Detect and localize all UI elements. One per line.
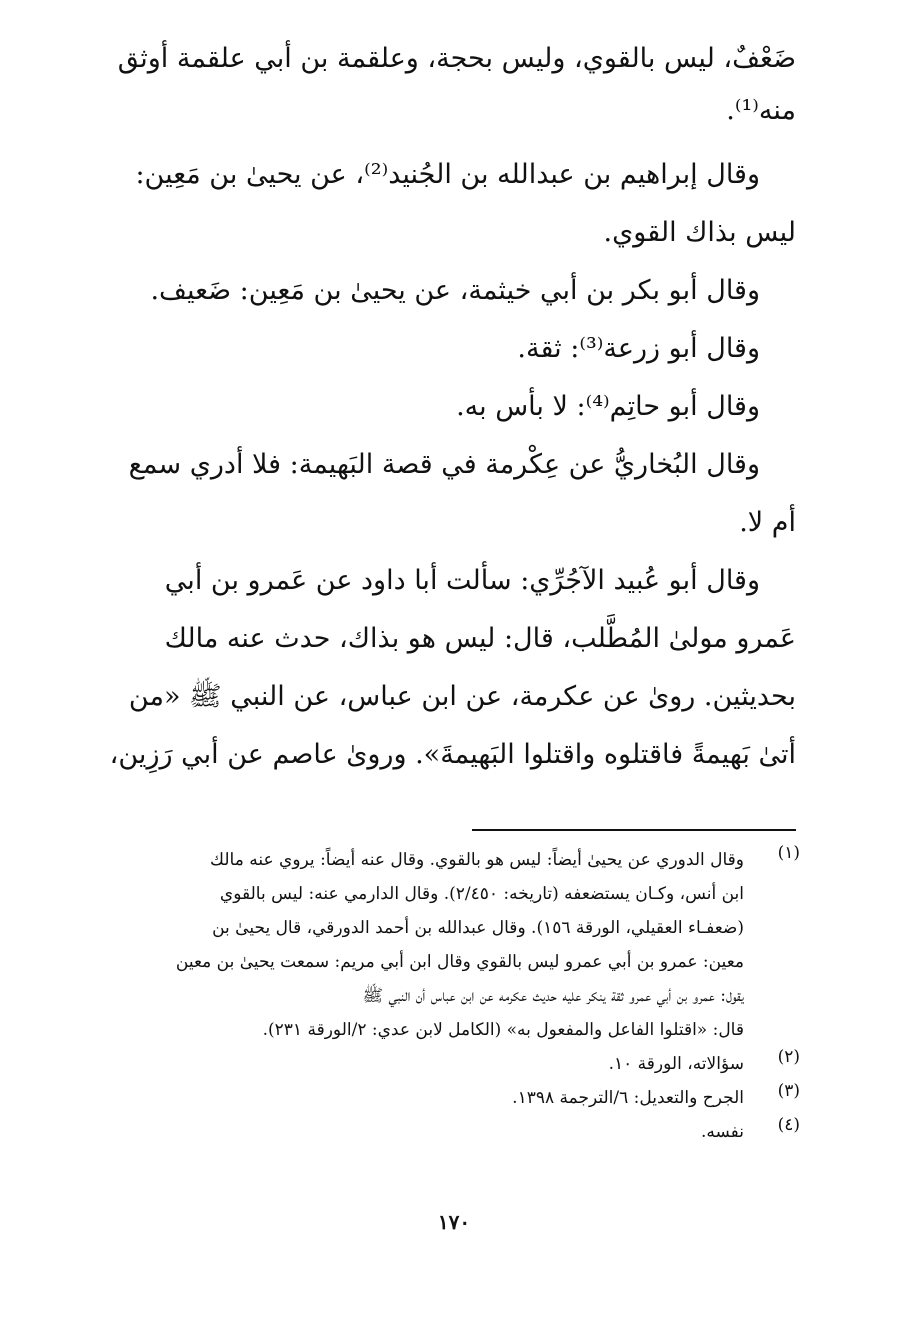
text-line: ليس بذاك القوي. — [603, 217, 796, 248]
paragraph-1 — [84, 30, 796, 134]
footnote — [84, 1081, 800, 1115]
footnote-line: نفسه. — [700, 1122, 744, 1142]
footnote-text — [84, 1047, 744, 1081]
footnote-text — [84, 843, 744, 1047]
paragraph-3 — [84, 262, 796, 320]
text-line: وقال أبو عُبيد الآجُرِّي: سألت أبا داود عن عَمرو بن أبي — [164, 565, 760, 596]
footnote-line: (ضعفـاء العقيلي، الورقة ١٥٦). وقال عبدالله بن أحمد الدورقي، قال يحيىٰ بن — [212, 918, 744, 938]
text-line: عَمرو مولىٰ المُطَّلب، قال: ليس هو بذاك، حدث عنه مالك — [164, 623, 796, 654]
footnote-divider — [472, 829, 796, 831]
footnote-number: (٣) — [777, 1081, 800, 1101]
paragraph-5 — [84, 378, 796, 436]
text-line: وقال إبراهيم بن عبدالله بن الجُنيد⁽²⁾، عن يحيىٰ بن مَعِين: — [135, 159, 760, 190]
text-line: بحديثين. روىٰ عن عكرمة، عن ابن عباس، عن النبي ﷺ «من — [128, 681, 796, 712]
paragraph-2 — [84, 146, 796, 262]
text-line: أتىٰ بَهيمةً فاقتلوه واقتلوا البَهيمةَ». وروىٰ عاصم عن أبي رَزِين، — [109, 739, 796, 770]
text-line: وقال البُخاريُّ عن عِكْرمة في قصة البَهيمة: فلا أدري سمع — [128, 449, 760, 480]
footnote-text — [84, 1081, 744, 1115]
text-line: أم لا. — [739, 507, 796, 538]
footnote-line: قال: «اقتلوا الفاعل والمفعول به» (الكامل لابن عدي: ٢/الورقة ٢٣١). — [262, 1020, 744, 1040]
text-line: وقال أبو زرعة⁽³⁾: ثقة. — [517, 333, 760, 364]
paragraph-4 — [84, 320, 796, 378]
footnote-line: وقال الدوري عن يحيىٰ أيضاً: ليس هو بالقوي. وقال عنه أيضاً: يروي عنه مالك — [210, 850, 744, 870]
footnote-line: معين: عمرو بن أبي عمرو ليس بالقوي وقال ابن أبي مريم: سمعت يحيىٰ بن معين — [175, 952, 744, 972]
text-line: وقال أبو حاتِم⁽⁴⁾: لا بأس به. — [456, 391, 760, 422]
footnote-line: سؤالاته، الورقة ١٠. — [608, 1054, 744, 1074]
footnotes — [84, 843, 800, 1149]
text-line: ضَعْفٌ، ليس بالقوي، وليس بحجة، وعلقمة بن أبي علقمة أوثق — [117, 43, 796, 74]
footnote — [84, 1047, 800, 1081]
main-text — [84, 30, 796, 784]
text-line: وقال أبو بكر بن أبي خيثمة، عن يحيىٰ بن مَعِين: ضَعيف. — [150, 275, 760, 306]
footnote-number: (١) — [777, 843, 800, 863]
footnote-line: ابن أنس، وكـان يستضعفه (تاريخه: ٢/٤٥٠). وقال الدارمي عنه: ليس بالقوي — [219, 884, 744, 904]
footnote-text — [84, 1115, 744, 1149]
footnote — [84, 1115, 800, 1149]
paragraph-6 — [84, 436, 796, 552]
footnote-line: الجرح والتعديل: ٦/الترجمة ١٣٩٨. — [512, 1088, 744, 1108]
text-line: منه⁽¹⁾. — [726, 95, 796, 126]
page-number: ١٧٠ — [437, 1210, 471, 1234]
footnote — [84, 843, 800, 1047]
footnote-line: يقول: عمرو بن أبي عمرو ثقة ينكر عليه حديث عكرمه عن ابن عباس أن النبي ﷺ — [362, 986, 744, 1006]
footnote-number: (٢) — [777, 1047, 800, 1067]
footnote-number: (٤) — [777, 1115, 800, 1135]
paragraph-7 — [84, 552, 796, 784]
